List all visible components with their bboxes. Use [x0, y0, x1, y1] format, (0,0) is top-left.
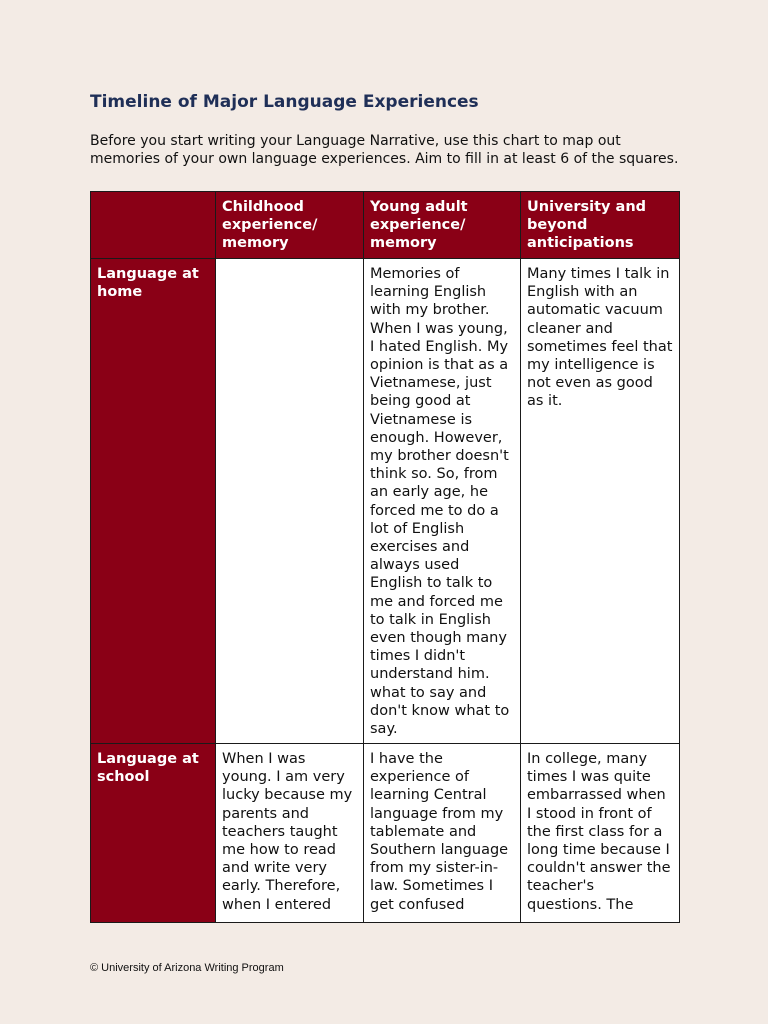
cell-home-university: [521, 259, 680, 744]
cell-text: In college, many times I was quite embarrassed when I stood in front of the first class for a long time because I couldn't answer the teacher's questions. The: [527, 751, 671, 913]
intro-paragraph: Before you start writing your Language Narrative, use this chart to map out memories of your own language experiences. Aim to fill in at least 6 of the squares.: [90, 133, 679, 167]
cell-home-young-adult: [364, 259, 521, 744]
copyright-footer: © University of Arizona Writing Program: [90, 962, 284, 974]
cell-text: I have the experience of learning Central language from my tablemate and Southern language from my sister-in-law. Sometimes I get confused: [370, 751, 509, 913]
language-timeline-table: [90, 191, 680, 923]
row-header-language-at-school: Language at school: [91, 744, 216, 923]
cell-text: Memories of learning English with my brother. When I was young, I hated English. My opinion is that as a Vietnamese, just being good at Vietnamese is enough. However, my brother doesn't think so. So, from an early age, he forced me to do a lot of English exercises and always used English to talk to me and forced me to talk in English even though many times I didn't understand him. what to say and don't know what to say.: [370, 266, 510, 738]
page-title: Timeline of Major Language Experiences: [90, 92, 479, 112]
table-row-language-at-home: [91, 259, 680, 744]
column-header-university: University and beyond anticipations: [521, 192, 680, 259]
cell-home-childhood: [216, 259, 364, 744]
cell-school-university: [521, 744, 680, 923]
column-header-childhood: Childhood experience/ memory: [216, 192, 364, 259]
cell-text: When I was young. I am very lucky because my parents and teachers taught me how to read and write very early. Therefore, when I entered: [222, 751, 353, 913]
row-header-language-at-home: Language at home: [91, 259, 216, 744]
column-header-young-adult: Young adult experience/ memory: [364, 192, 521, 259]
cell-school-young-adult: [364, 744, 521, 923]
corner-header-cell: [91, 192, 216, 259]
cell-school-childhood: [216, 744, 364, 923]
table-header-row: [91, 192, 680, 259]
cell-text: Many times I talk in English with an automatic vacuum cleaner and sometimes feel that my intelligence is not even as good as it.: [527, 266, 673, 410]
table-row-language-at-school: [91, 744, 680, 923]
